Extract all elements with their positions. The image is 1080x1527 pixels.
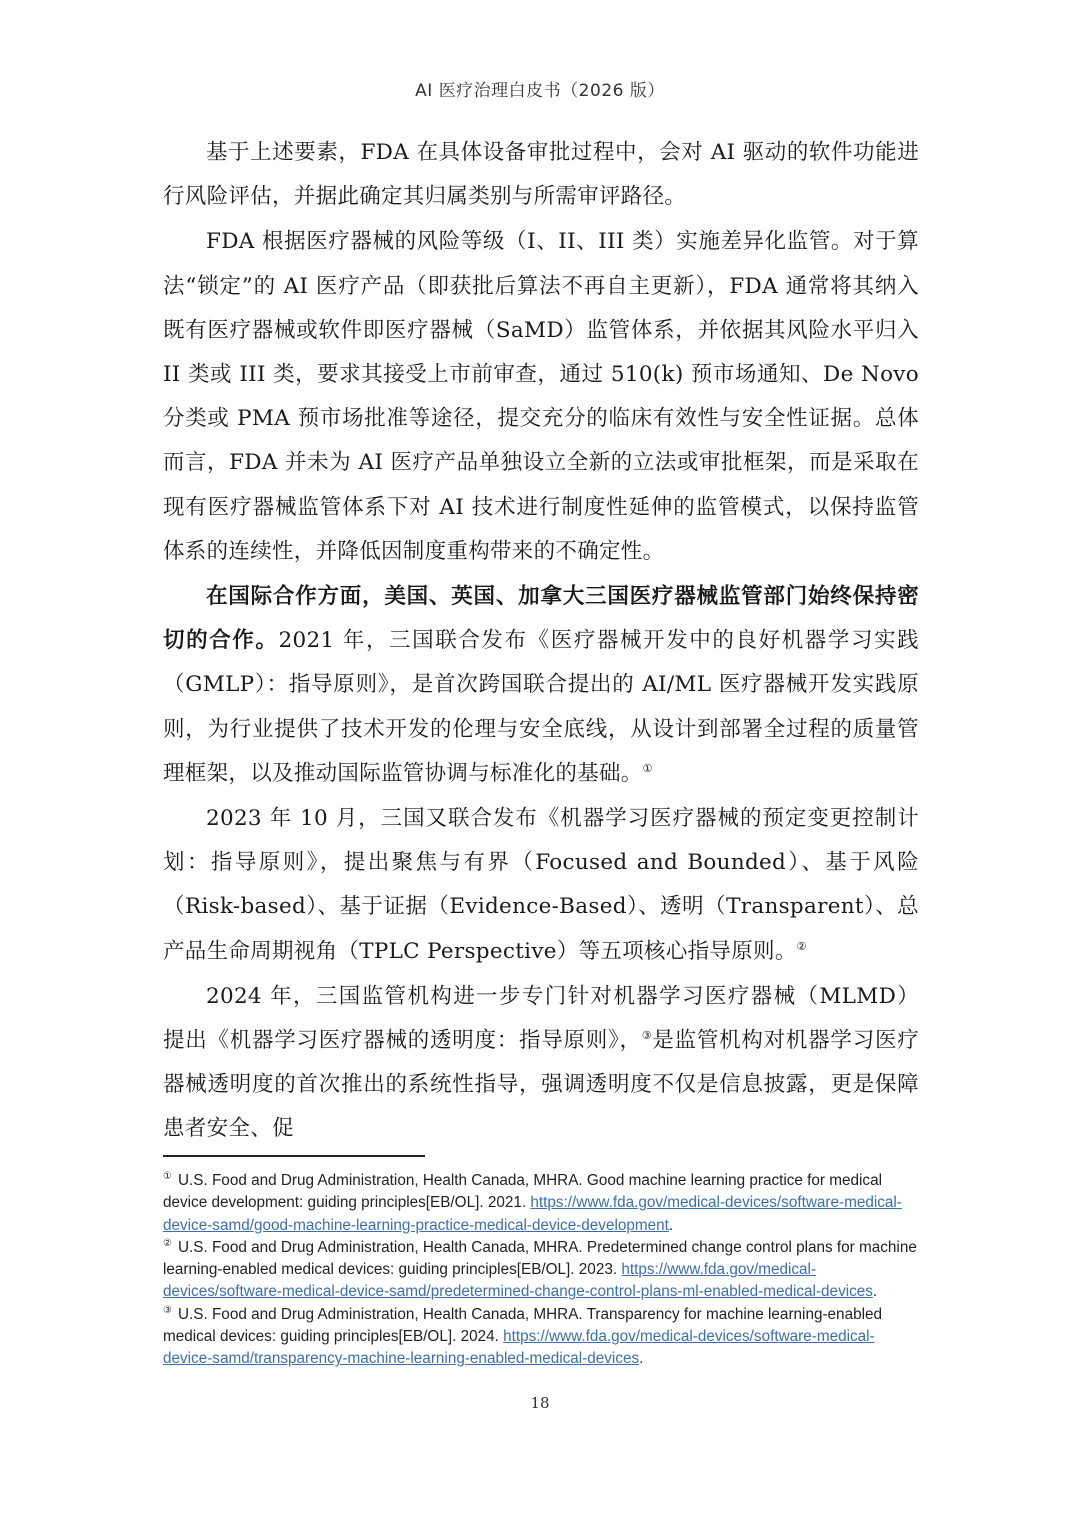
body-text: [163, 131, 919, 1153]
footnote-link[interactable]: https://www.fda.gov/medical-devices/software-medical-device-samd/good-machine-learning-practice-medical-device-development: [163, 1194, 902, 1234]
page-header-title: AI 医疗治理白皮书（2026 版）: [415, 81, 665, 101]
footnote-2: [163, 1237, 919, 1304]
paragraph-5-body-a: 2024 年，三国监管机构进一步专门针对机器学习医疗器械（MLMD） 提出《机器学习医疗器械的透明度：指导原则》，: [163, 983, 919, 1054]
paragraph-3-bold-lead: 在国际合作方面，美国、英国、加拿大三国医疗器械监管部门始终保持密切的合作。: [163, 584, 919, 654]
footnote-mark: ②: [163, 1237, 172, 1249]
paragraph-2: FDA 根据医疗器械的风险等级（I、II、III 类）实施差异化监管。对于算法“锁定”的 AI 医疗产品（即获批后算法不再自主更新），FDA 通常将其纳入既有医疗器械或软件即医疗器械（SaMD）监管体系，并依据其风险水平归入 II 类或 III 类，要求其接受上市前审查，通过 510(k) 预市场通知、De Novo 分类或 PMA 预市场批准等途径，提交充分的临床有效性与安全性证据。总体而言，FDA 并未为 AI 医疗产品单独设立全新的立法或审批框架，而是采取在现有医疗器械监管体系下对 AI 技术进行制度性延伸的监管模式，以保持监管体系的连续性，并降低因制度重构带来的不确定性。: [163, 229, 919, 564]
footnote-ref-3[interactable]: ③: [641, 1028, 653, 1042]
footnote-end: .: [639, 1350, 644, 1368]
footnote-mark: ③: [163, 1304, 172, 1316]
footnote-text: U.S. Food and Drug Administration, Health Canada, MHRA. Predetermined change control plans for machine learning-enabled medical devices: guiding principles[EB/OL]. 2023.: [163, 1238, 917, 1279]
footnote-mark: ①: [163, 1170, 172, 1182]
paragraph-5-body-b: 是监管机构对机器学习医疗器械透明度的首次推出的系统性指导，强调透明度不仅是信息披露，更是保障患者安全、促: [163, 1028, 919, 1142]
footnote-ref-2[interactable]: ②: [796, 939, 807, 953]
footnotes: [163, 1170, 919, 1371]
footnote-3: [163, 1304, 919, 1371]
footnote-text: U.S. Food and Drug Administration, Health Canada, MHRA. Good machine learning practice for medical device development: guiding principles[EB/OL]. 2021.: [163, 1172, 882, 1212]
paragraph-5: [163, 975, 919, 1152]
footnote-ref-1[interactable]: ①: [642, 761, 653, 775]
page-number: 18: [530, 1394, 550, 1412]
paragraph-4-body: 2023 年 10 月，三国又联合发布《机器学习医疗器械的预定变更控制计划：指导原则》，提出聚焦与有界（Focused and Bounded）、基于风险（Risk-based）、基于证据（Evidence-Based）、透明（Transparent）、总产品生命周期视角（TPLC Perspective）等五项核心指导原则。: [163, 806, 919, 964]
footnote-end: .: [668, 1216, 674, 1234]
footnote-link[interactable]: https://www.fda.gov/medical-devices/software-medical-device-samd/transparency-machine-learning-enabled-medical-devices: [163, 1328, 875, 1368]
paragraph-4: [163, 797, 919, 974]
footnote-divider: [163, 1155, 425, 1157]
footnote-text: U.S. Food and Drug Administration, Health Canada, MHRA. Transparency for machine learning-enabled medical devices: guiding principles[EB/OL]. 2024.: [163, 1305, 882, 1346]
paragraph-3-body: 2021 年，三国联合发布《医疗器械开发中的良好机器学习实践（GMLP）：指导原则》，是首次跨国联合提出的 AI/ML 医疗器械开发实践原则，为行业提供了技术开发的伦理与安全底线，从设计到部署全过程的质量管理框架，以及推动国际监管协调与标准化的基础。: [163, 628, 919, 786]
paragraph-1: 基于上述要素，FDA 在具体设备审批过程中，会对 AI 驱动的软件功能进行风险评估，并据此确定其归属类别与所需审评路径。: [163, 140, 919, 210]
footnote-end: .: [872, 1283, 878, 1301]
footnote-1: [163, 1170, 919, 1237]
footnote-link[interactable]: https://www.fda.gov/medical-devices/software-medical-device-samd/predetermined-change-control-plans-ml-enabled-medical-devices: [163, 1261, 873, 1301]
paragraph-3: [163, 575, 919, 796]
